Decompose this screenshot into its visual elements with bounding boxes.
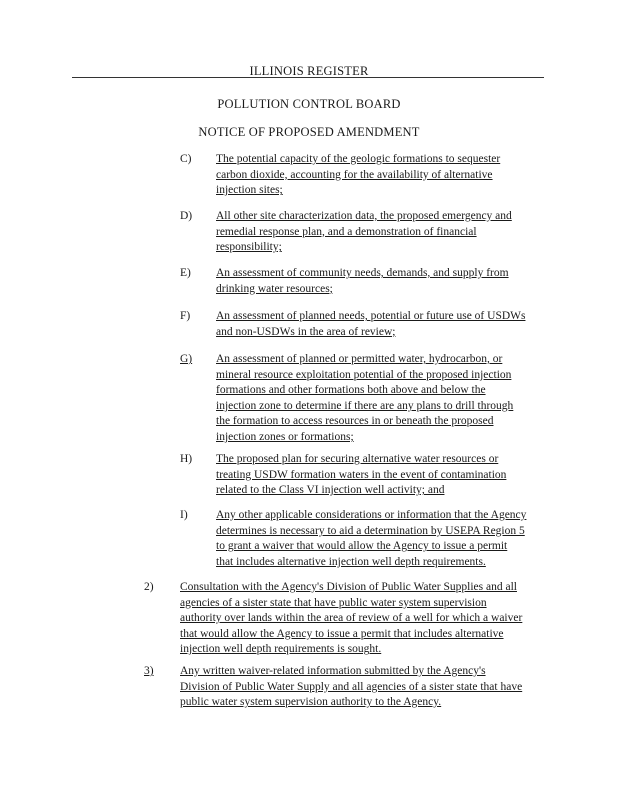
item-line: injection well depth requirements is sought.	[180, 643, 382, 656]
item-line: The potential capacity of the geologic formations to sequester	[216, 153, 501, 165]
item-line: that includes alternative injection well depth requirements.	[216, 555, 486, 568]
item-line: authority over lands within the area of review of a well for which a waiver	[180, 612, 523, 625]
item-line: formations and other formations both above and below the	[216, 384, 486, 397]
item-line: agencies of a sister state that have public water system supervision	[180, 596, 487, 609]
item-line: Consultation with the Agency's Division of Public Water Supplies and all	[180, 581, 517, 593]
item-label: G)	[180, 353, 193, 365]
item-line: drinking water resources;	[216, 282, 333, 295]
item-line: Division of Public Water Supply and all agencies of a sister state that have	[180, 680, 523, 693]
item-line: An assessment of community needs, demands, and supply from	[216, 267, 509, 279]
item-line: related to the Class VI injection well activity; and	[216, 484, 445, 497]
item-line: An assessment of planned needs, potential or future use of USDWs	[216, 310, 526, 322]
item-label: C)	[180, 153, 192, 165]
board-title: POLLUTION CONTROL BOARD	[217, 97, 401, 111]
item-line: and non-USDWs in the area of review;	[216, 325, 396, 338]
item-line: Any written waiver-related information submitted by the Agency's	[180, 665, 486, 677]
item-label: F)	[180, 310, 191, 322]
item-line: to grant a waiver that would allow the Agency to issue a permit	[216, 540, 508, 553]
item-label: D)	[180, 210, 193, 222]
item-line: that would allow the Agency to issue a permit that includes alternative	[180, 627, 504, 640]
item-line: The proposed plan for securing alternative water resources or	[216, 453, 499, 465]
register-title: ILLINOIS REGISTER	[249, 64, 369, 78]
item-label: H)	[180, 453, 193, 465]
item-line: determines is necessary to aid a determination by USEPA Region 5	[216, 524, 525, 537]
item-line: the formation to access resources in or beneath the proposed	[216, 415, 494, 428]
item-label: I)	[180, 509, 188, 521]
item-line: injection zones or formations;	[216, 430, 354, 443]
item-line: All other site characterization data, the proposed emergency and	[216, 210, 512, 222]
item-line: public water system supervision authority to the Agency.	[180, 696, 442, 709]
item-line: responsibility;	[216, 241, 282, 254]
item-label: 3)	[144, 665, 154, 677]
notice-title: NOTICE OF PROPOSED AMENDMENT	[198, 125, 420, 139]
item-line: Any other applicable considerations or information that the Agency	[216, 509, 527, 521]
item-line: mineral resource exploitation potential of the proposed injection	[216, 368, 512, 381]
item-line: injection sites;	[216, 184, 283, 197]
item-line: treating USDW formation waters in the event of contamination	[216, 468, 507, 481]
item-line: An assessment of planned or permitted water, hydrocarbon, or	[216, 353, 503, 365]
item-label: E)	[180, 267, 191, 279]
item-line: injection zone to determine if there are any plans to drill through	[216, 399, 514, 412]
item-line: remedial response plan, and a demonstration of financial	[216, 225, 477, 238]
item-line: carbon dioxide, accounting for the availability of alternative	[216, 168, 493, 181]
item-label: 2)	[144, 581, 154, 593]
